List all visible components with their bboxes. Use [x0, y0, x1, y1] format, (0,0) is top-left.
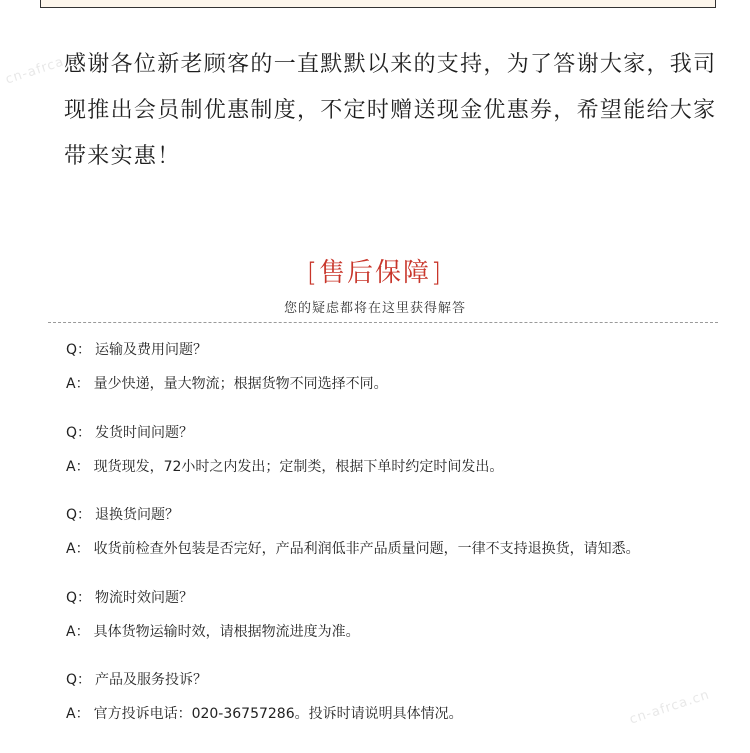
faq-question	[66, 505, 726, 539]
faq-question	[66, 588, 726, 622]
faq-item	[66, 340, 726, 423]
answer-tag: A：	[66, 376, 90, 392]
faq-item	[66, 670, 726, 753]
faq-question	[66, 423, 726, 457]
watermark-top: cn-afrca.cn	[3, 47, 88, 88]
answer-text: 具体货物运输时效，请根据物流进度为准。	[93, 623, 360, 640]
question-tag: Q：	[66, 672, 92, 688]
dashed-divider	[48, 322, 718, 323]
question-text: 产品及服务投诉？	[95, 672, 208, 688]
watermark-bottom: cn-afrca.cn	[627, 687, 712, 728]
faq-answer	[66, 704, 726, 738]
faq-item	[66, 505, 726, 588]
faq-item	[66, 423, 726, 506]
question-tag: Q：	[66, 342, 92, 358]
faq-item	[66, 588, 726, 671]
question-tag: Q：	[66, 424, 92, 441]
top-frame-box	[40, 0, 716, 8]
faq-answer	[66, 374, 726, 408]
question-text: 退换货问题？	[95, 507, 180, 523]
question-text: 物流时效问题？	[95, 589, 194, 606]
bracket-right: ]	[431, 258, 444, 288]
faq-answer	[66, 539, 726, 573]
intro-line: 现推出会员制优惠制度，不定时赠送现金优惠券，希望能给大家	[64, 98, 717, 123]
faq-list	[66, 340, 726, 753]
answer-text: 官方投诉电话：020-36757286。投诉时请说明具体情况。	[93, 706, 463, 722]
intro-line: 感谢各位新老顾客的一直默默以来的支持，为了答谢大家，我司	[64, 52, 717, 77]
question-tag: Q：	[66, 507, 92, 523]
question-text: 发货时间问题？	[95, 424, 194, 441]
question-text: 运输及费用问题？	[95, 342, 208, 358]
answer-text: 收货前检查外包装是否完好，产品利润低非产品质量问题，一律不支持退换货，请知悉。	[93, 541, 640, 557]
section-title	[0, 252, 750, 289]
answer-text: 量少快递，量大物流；根据货物不同选择不同。	[93, 376, 388, 392]
answer-tag: A：	[66, 458, 90, 475]
answer-tag: A：	[66, 623, 90, 640]
section-subtitle: 您的疑虑都将在这里获得解答	[283, 301, 466, 316]
faq-answer	[66, 622, 726, 656]
faq-answer	[66, 457, 726, 491]
answer-tag: A：	[66, 541, 90, 557]
bracket-left: [	[306, 258, 319, 288]
intro-paragraph	[64, 42, 724, 180]
section-title-text: 售后保障	[318, 258, 431, 288]
faq-question	[66, 670, 726, 704]
intro-line: 带来实惠！	[64, 144, 181, 169]
faq-question	[66, 340, 726, 374]
question-tag: Q：	[66, 589, 92, 606]
answer-tag: A：	[66, 706, 90, 722]
answer-text: 现货现发，72小时之内发出；定制类，根据下单时约定时间发出。	[93, 458, 504, 475]
